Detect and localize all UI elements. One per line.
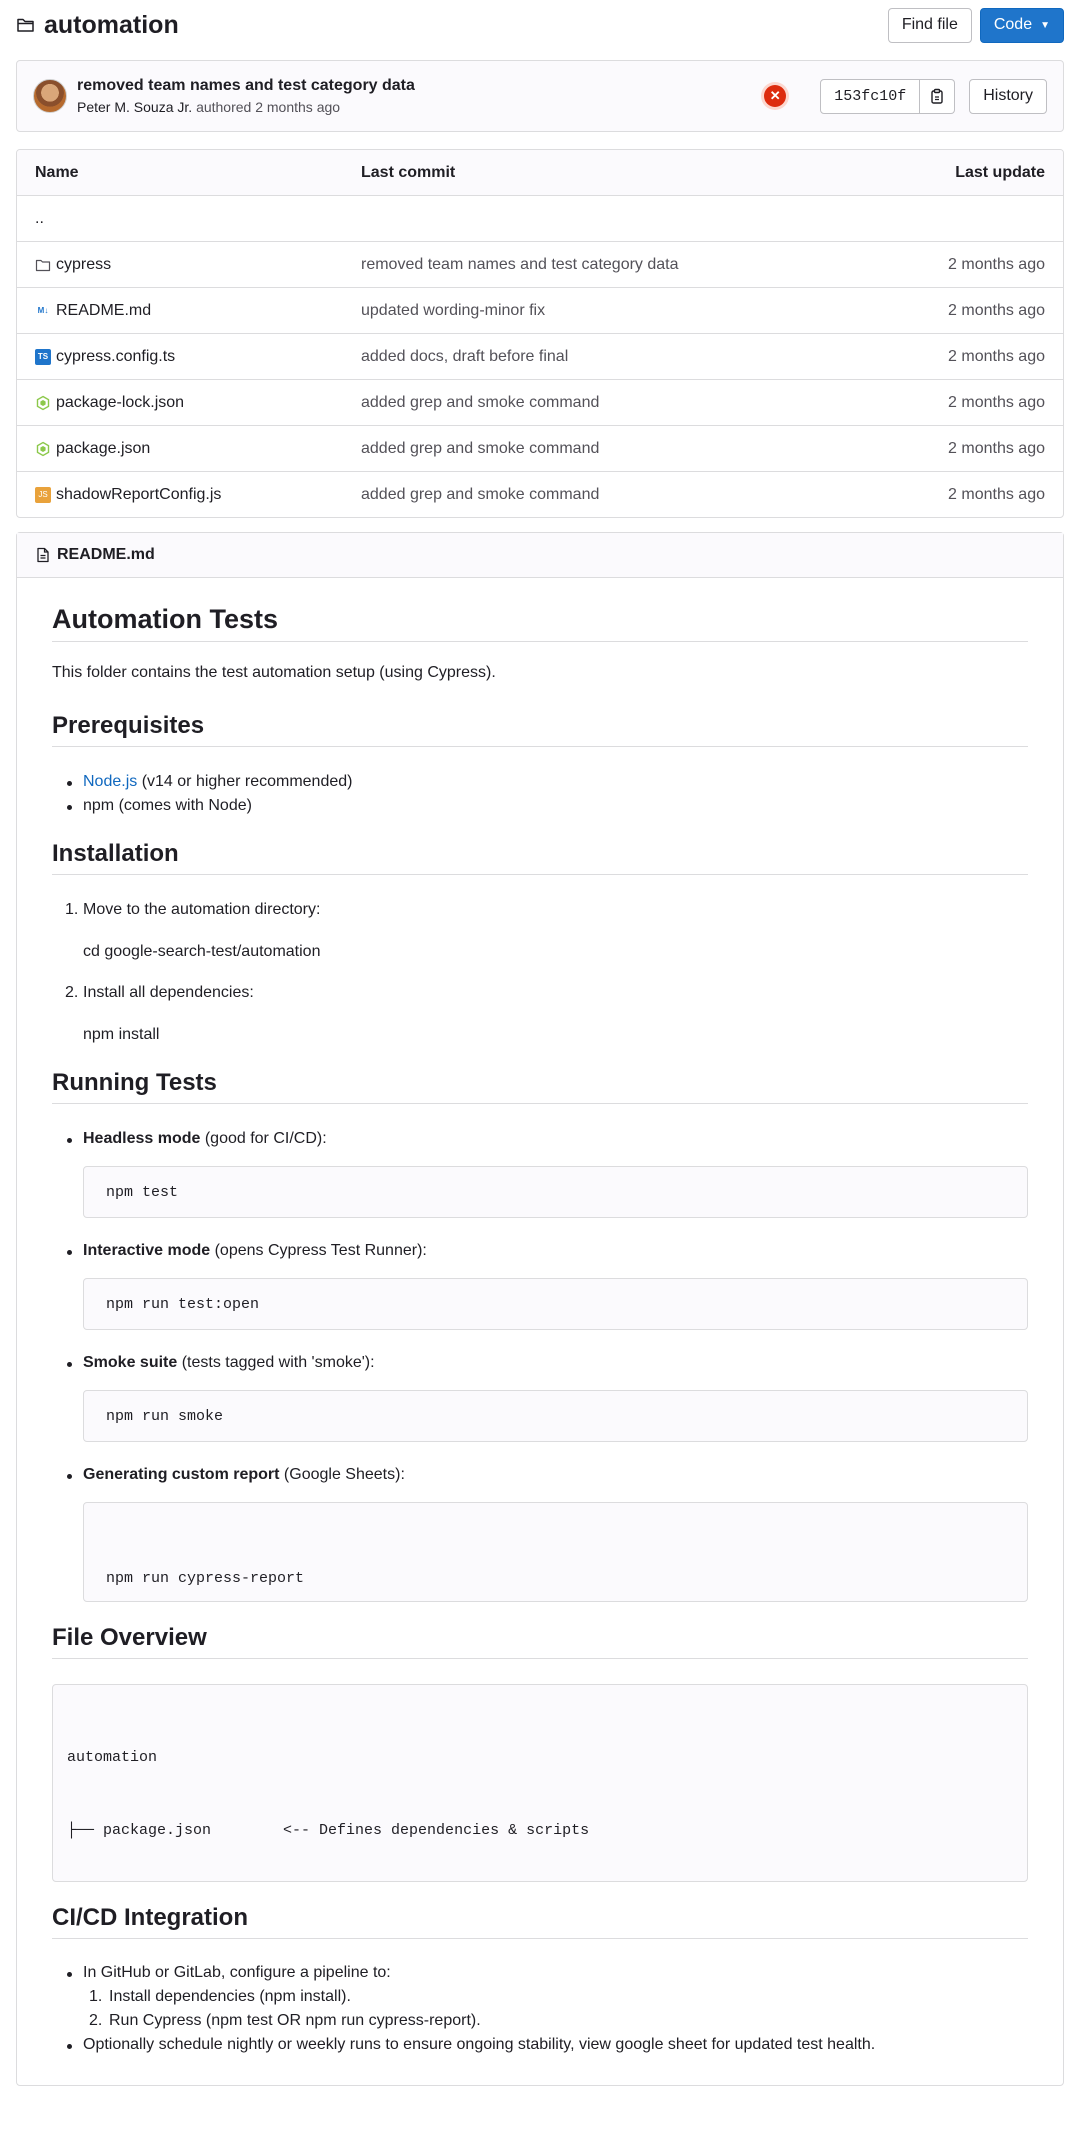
pipeline-failed-icon[interactable]: ✕ xyxy=(764,85,786,107)
table-row xyxy=(17,425,1063,471)
file-table xyxy=(16,149,1064,518)
nodejs-icon xyxy=(35,395,51,411)
readme-file-link[interactable]: README.md xyxy=(57,546,155,563)
interactive-desc: (opens Cypress Test Runner): xyxy=(210,1242,427,1259)
row-commit-link[interactable]: removed team names and test category data xyxy=(361,255,679,273)
headless-desc: (good for CI/CD): xyxy=(200,1130,327,1147)
column-header-last-commit: Last commit xyxy=(361,163,456,181)
nodejs-icon xyxy=(35,441,51,457)
commit-sha[interactable]: 153fc10f xyxy=(820,79,920,114)
code-block-headless: npm test xyxy=(83,1166,1028,1218)
history-button[interactable]: History xyxy=(969,79,1047,114)
readme-panel xyxy=(16,532,1064,2086)
row-commit-link[interactable]: added grep and smoke command xyxy=(361,485,600,503)
row-updated: 2 months ago xyxy=(948,485,1045,503)
install-step1-number: 1. xyxy=(65,901,79,918)
cicd-1b-number: 2. xyxy=(89,2012,103,2029)
tree-line: ├── package.json <-- Defines dependencies & scripts xyxy=(67,1822,590,1839)
row-commit-link[interactable]: updated wording-minor fix xyxy=(361,301,546,319)
list-item xyxy=(83,797,252,815)
table-row xyxy=(17,471,1063,517)
parent-directory-row[interactable] xyxy=(17,195,1063,241)
readme-header xyxy=(17,533,1063,578)
smoke-label: Smoke suite xyxy=(83,1354,178,1371)
find-file-button[interactable]: Find file xyxy=(888,8,972,43)
cicd-1-text: In GitHub or GitLab, configure a pipeline to: xyxy=(83,1964,391,1981)
tree-header xyxy=(16,8,1064,42)
file-text-icon xyxy=(35,547,51,563)
table-header xyxy=(17,150,1063,195)
file-name-link[interactable]: package-lock.json xyxy=(56,393,185,411)
file-name-link[interactable]: cypress xyxy=(56,255,112,273)
table-row xyxy=(17,379,1063,425)
heading-running-tests: Running Tests xyxy=(52,1069,1028,1104)
install-step2-number: 2. xyxy=(65,984,79,1001)
commit-message-link[interactable]: removed team names and test category data xyxy=(77,77,415,94)
table-row xyxy=(17,333,1063,379)
heading-file-overview: File Overview xyxy=(52,1624,1028,1659)
list-item xyxy=(65,984,254,1002)
table-row xyxy=(17,287,1063,333)
table-row xyxy=(17,241,1063,287)
install-step2-text: Install all dependencies: xyxy=(83,984,254,1001)
code-block-smoke: npm run smoke xyxy=(83,1390,1028,1442)
clipboard-icon xyxy=(929,88,945,104)
folder-icon xyxy=(35,257,51,273)
readme-title: Automation Tests xyxy=(52,604,1028,642)
code-block-report xyxy=(83,1502,1028,1602)
tree-line: automation xyxy=(67,1749,158,1767)
install-step1-command: cd google-search-test/automation xyxy=(83,943,321,960)
list-item xyxy=(83,1242,427,1260)
cicd-1a-number: 1. xyxy=(89,1988,103,2005)
list-item xyxy=(89,2012,481,2030)
row-updated: 2 months ago xyxy=(948,439,1045,457)
cicd-1b-text: Run Cypress (npm test OR npm run cypress-report). xyxy=(109,2012,481,2029)
commit-authored-time: authored 2 months ago xyxy=(196,99,341,115)
row-commit-link[interactable]: added docs, draft before final xyxy=(361,347,569,365)
cicd-1a-text: Install dependencies (npm install). xyxy=(109,1988,351,2005)
list-item xyxy=(89,1988,351,2006)
list-item xyxy=(83,2036,875,2054)
last-commit-panel xyxy=(16,60,1064,132)
row-updated: 2 months ago xyxy=(948,255,1045,273)
install-step1-text: Move to the automation directory: xyxy=(83,901,321,918)
markdown-icon: M↓ xyxy=(37,306,49,315)
prereq-1-text: (v14 or higher recommended) xyxy=(137,773,353,790)
column-header-last-update: Last update xyxy=(955,163,1045,181)
cicd-2-text: Optionally schedule nightly or weekly runs to ensure ongoing stability, view google sheet for updated test health. xyxy=(83,2036,876,2053)
file-name-link[interactable]: README.md xyxy=(56,301,152,319)
folder-open-icon xyxy=(16,15,36,35)
typescript-icon: TS xyxy=(35,349,51,365)
headless-label: Headless mode xyxy=(83,1130,201,1147)
row-updated: 2 months ago xyxy=(948,347,1045,365)
file-name-link[interactable]: shadowReportConfig.js xyxy=(56,485,222,503)
code-button-label: Code xyxy=(993,16,1033,33)
heading-prerequisites: Prerequisites xyxy=(52,712,1028,747)
code-dropdown-button[interactable] xyxy=(980,8,1064,43)
javascript-icon: JS xyxy=(35,487,51,503)
list-item xyxy=(83,1466,405,1484)
prereq-2-text: npm (comes with Node) xyxy=(83,797,252,814)
row-updated: 2 months ago xyxy=(948,393,1045,411)
parent-directory-link[interactable]: .. xyxy=(35,209,44,227)
file-tree-block xyxy=(52,1684,1028,1882)
report-command: npm run cypress-report xyxy=(106,1570,305,1587)
code-block-interactive: npm run test:open xyxy=(83,1278,1028,1330)
heading-installation: Installation xyxy=(52,840,1028,875)
readme-intro: This folder contains the test automation setup (using Cypress). xyxy=(52,664,496,681)
file-name-link[interactable]: cypress.config.ts xyxy=(56,347,176,365)
nodejs-link[interactable]: Node.js xyxy=(83,773,138,790)
list-item xyxy=(65,901,320,919)
row-commit-link[interactable]: added grep and smoke command xyxy=(361,439,600,457)
interactive-label: Interactive mode xyxy=(83,1242,211,1259)
folder-title: automation xyxy=(44,10,179,39)
list-item xyxy=(83,1130,327,1148)
list-item xyxy=(83,773,352,791)
smoke-desc: (tests tagged with 'smoke'): xyxy=(177,1354,375,1371)
chevron-down-icon: ▼ xyxy=(1040,19,1050,31)
copy-sha-button[interactable] xyxy=(920,79,955,114)
report-label: Generating custom report xyxy=(83,1466,280,1483)
list-item xyxy=(83,1354,375,1372)
row-updated: 2 months ago xyxy=(948,301,1045,319)
column-header-name: Name xyxy=(35,163,79,181)
row-commit-link[interactable]: added grep and smoke command xyxy=(361,393,600,411)
file-name-link[interactable]: package.json xyxy=(56,439,151,457)
install-step2-command: npm install xyxy=(83,1026,160,1043)
heading-cicd: CI/CD Integration xyxy=(52,1904,1028,1939)
avatar[interactable] xyxy=(33,79,67,113)
commit-author-link[interactable]: Peter M. Souza Jr. xyxy=(77,99,193,115)
report-desc: (Google Sheets): xyxy=(279,1466,405,1483)
list-item xyxy=(83,1964,391,1982)
